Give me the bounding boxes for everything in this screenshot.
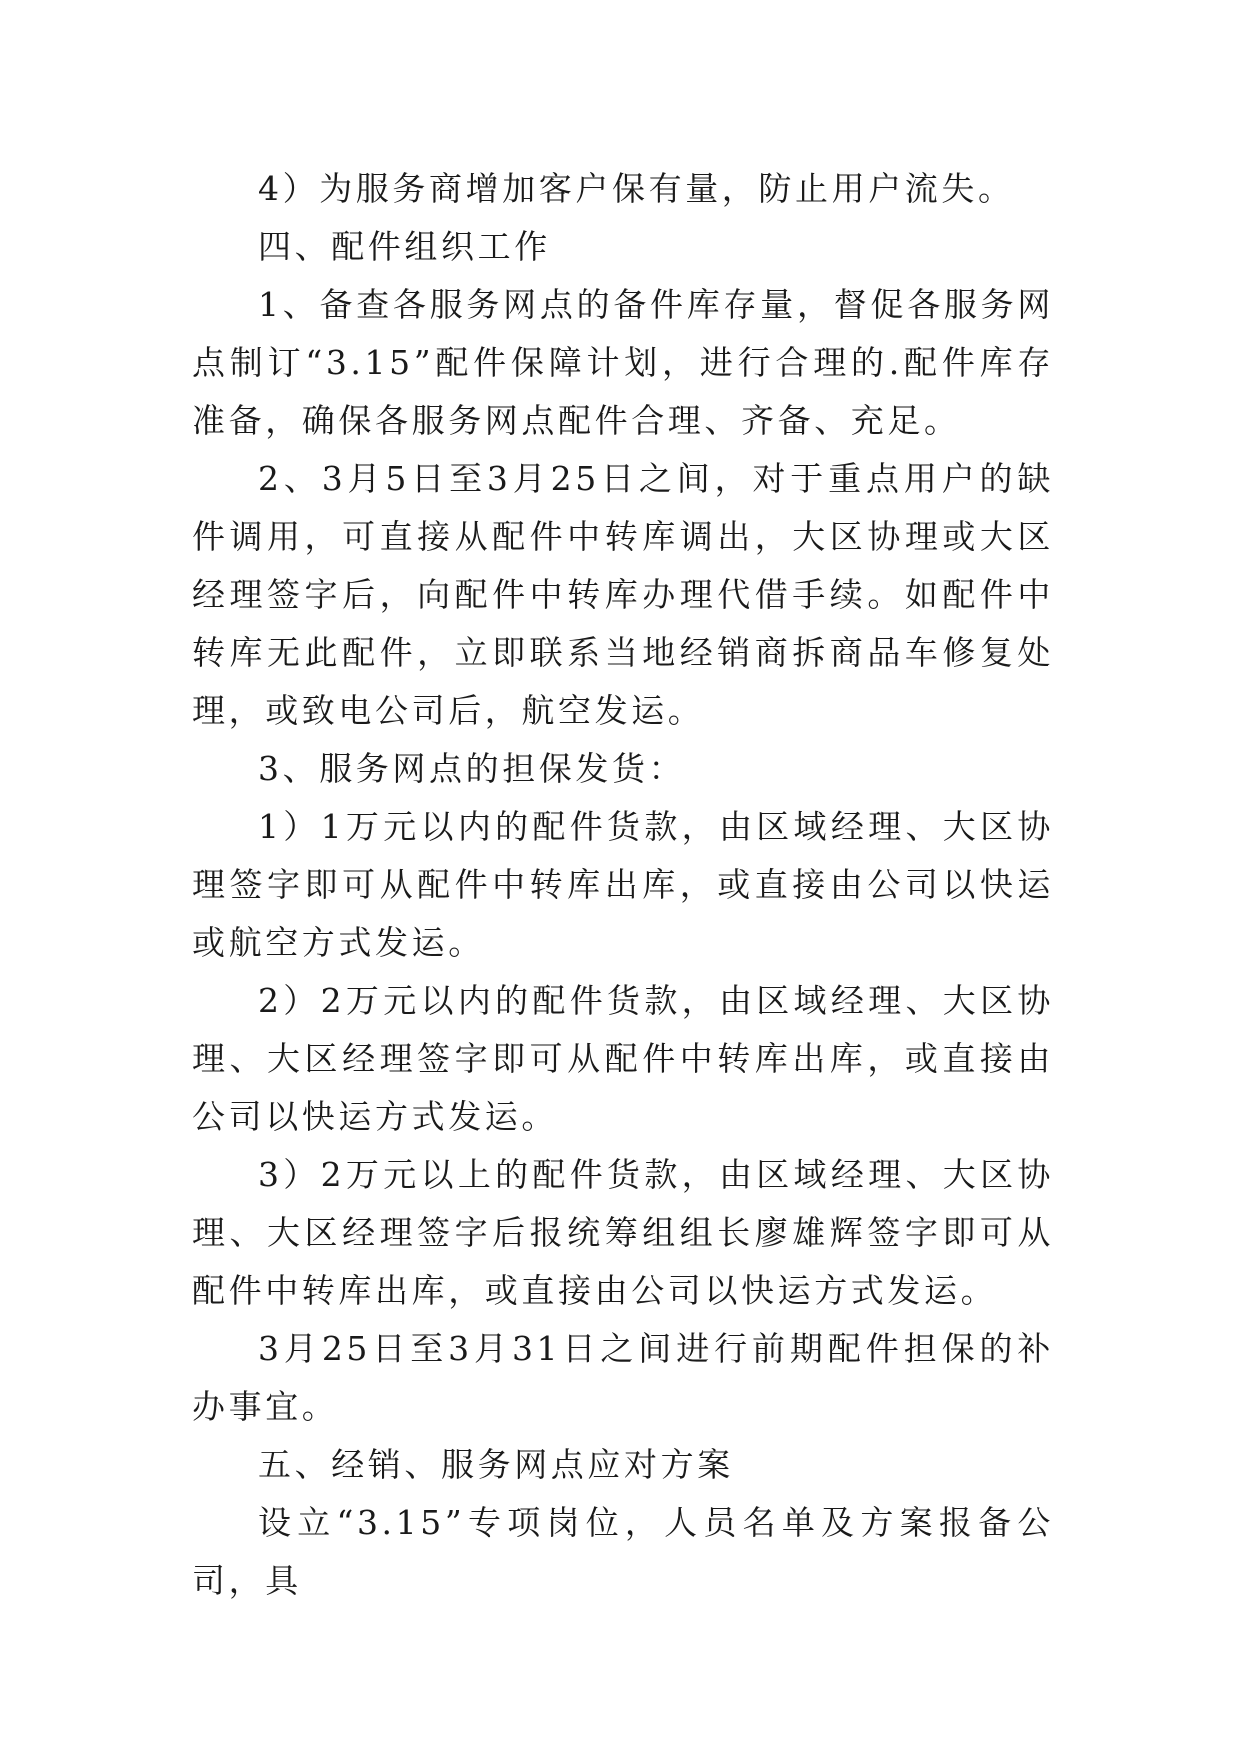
paragraph-6: 2）2万元以内的配件货款，由区域经理、大区协理、大区经理签字即可从配件中转库出库，或直接由公司以快运方式发运。 — [192, 981, 1054, 1136]
paragraph-7: 3）2万元以上的配件货款，由区域经理、大区协理、大区经理签字后报统筹组组长廖雄辉签字即可从配件中转库出库，或直接由公司以快运方式发运。 — [192, 1155, 1054, 1310]
paragraph-8: 3月25日至3月31日之间进行前期配件担保的补办事宜。 — [192, 1329, 1054, 1426]
paragraph-9: 设立“3.15”专项岗位，人员名单及方案报备公司，具 — [192, 1503, 1054, 1600]
section-heading-4: 四、配件组织工作 — [258, 227, 551, 266]
section-heading-5: 五、经销、服务网点应对方案 — [258, 1445, 734, 1484]
paragraph-4: 3、服务网点的担保发货： — [258, 749, 686, 788]
document-page — [192, 160, 1054, 1610]
paragraph-5: 1）1万元以内的配件货款，由区域经理、大区协理签字即可从配件中转库出库，或直接由公司以快运或航空方式发运。 — [192, 807, 1054, 962]
paragraph-1: 4）为服务商增加客户保有量，防止用户流失。 — [258, 169, 1015, 208]
paragraph-2: 1、备查各服务网点的备件库存量，督促各服务网点制订“3.15”配件保障计划，进行合理的.配件库存准备，确保各服务网点配件合理、齐备、充足。 — [192, 285, 1054, 440]
paragraph-3: 2、3月5日至3月25日之间，对于重点用户的缺件调用，可直接从配件中转库调出，大区协理或大区经理签字后，向配件中转库办理代借手续。如配件中转库无此配件，立即联系当地经销商拆商品车修复处理，或致电公司后，航空发运。 — [192, 459, 1054, 730]
